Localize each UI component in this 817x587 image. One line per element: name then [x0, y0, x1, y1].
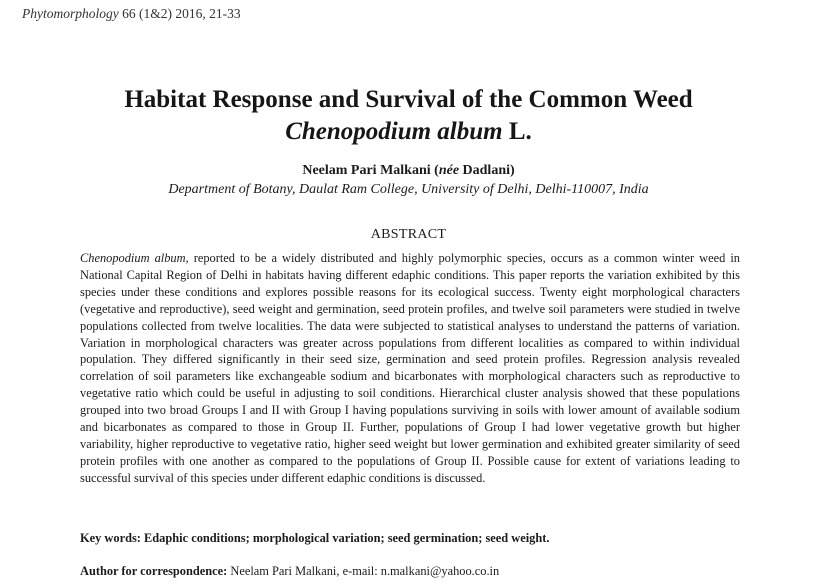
abstract-species: Chenopodium album,: [80, 251, 189, 265]
correspondence: [80, 564, 760, 579]
keywords: [80, 531, 760, 546]
abstract-body: [80, 250, 740, 487]
abstract-heading: ABSTRACT: [370, 227, 447, 242]
title-authority: L.: [502, 118, 532, 145]
journal-citation: 66 (1&2) 2016, 21-33: [118, 6, 241, 21]
running-head: [22, 6, 241, 22]
correspondence-label: Author for correspondence:: [80, 564, 228, 578]
author-name: Neelam Pari Malkani (: [302, 163, 439, 178]
paper-title: [0, 84, 817, 148]
keywords-label: Key words:: [80, 531, 141, 545]
author-line: [0, 163, 817, 179]
title-line-2: [0, 116, 817, 148]
title-line-1: Habitat Response and Survival of the Common Weed: [124, 86, 693, 113]
journal-name: Phytomorphology: [22, 6, 119, 21]
keywords-text: Edaphic conditions; morphological variation; seed germination; seed weight.: [140, 531, 550, 545]
author-nee: née: [438, 163, 460, 178]
author-maiden: Dadlani): [459, 163, 515, 178]
abstract-text: reported to be a widely distributed and highly polymorphic species, occurs as a common winter weed in National Capital Region of Delhi in habitats having different edaphic conditions. This paper reports the variation exhibited by this species under these conditions and explores possible reasons for its ecological success. Twenty eight morphological characters (vegetative and reproductive), seed weight and germination, seed protein profiles, and twelve soil parameters were studied in twelve populations collected from twelve localities. The data were subjected to statistical analyses to understand the patterns of variation. Variation in morphological characters was greater across populations from different localities as compared to within individual population. They differed significantly in their seed size, germination and seed protein profiles. Regression analysis revealed correlation of soil parameters like exchangeable sodium and bicarbonates with morphological characters such as reproductive to vegetative ratio which could be useful in adjusting to soil conditions. Hierarchical cluster analysis showed that these populations grouped into two broad Groups I and II with Group I having populations surviving in soils with lower amount of available sodium and bicarbonates as compared to those in Group II. Further, populations of Group I had lower vegetative growth but higher variability, higher reproductive to vegetative ratio, higher seed weight but lower germination and exhibited greater similarity of seed protein profiles with one another as compared to the populations of Group II. Possible cause for extent of variations leading to successful survival of this species under different edaphic conditions is discussed.: [80, 251, 740, 485]
author-affiliation: Department of Botany, Daulat Ram College, University of Delhi, Delhi-110007, India: [168, 182, 649, 197]
title-species: Chenopodium album: [285, 118, 503, 145]
correspondence-text: Neelam Pari Malkani, e-mail: n.malkani@yahoo.co.in: [227, 564, 500, 578]
